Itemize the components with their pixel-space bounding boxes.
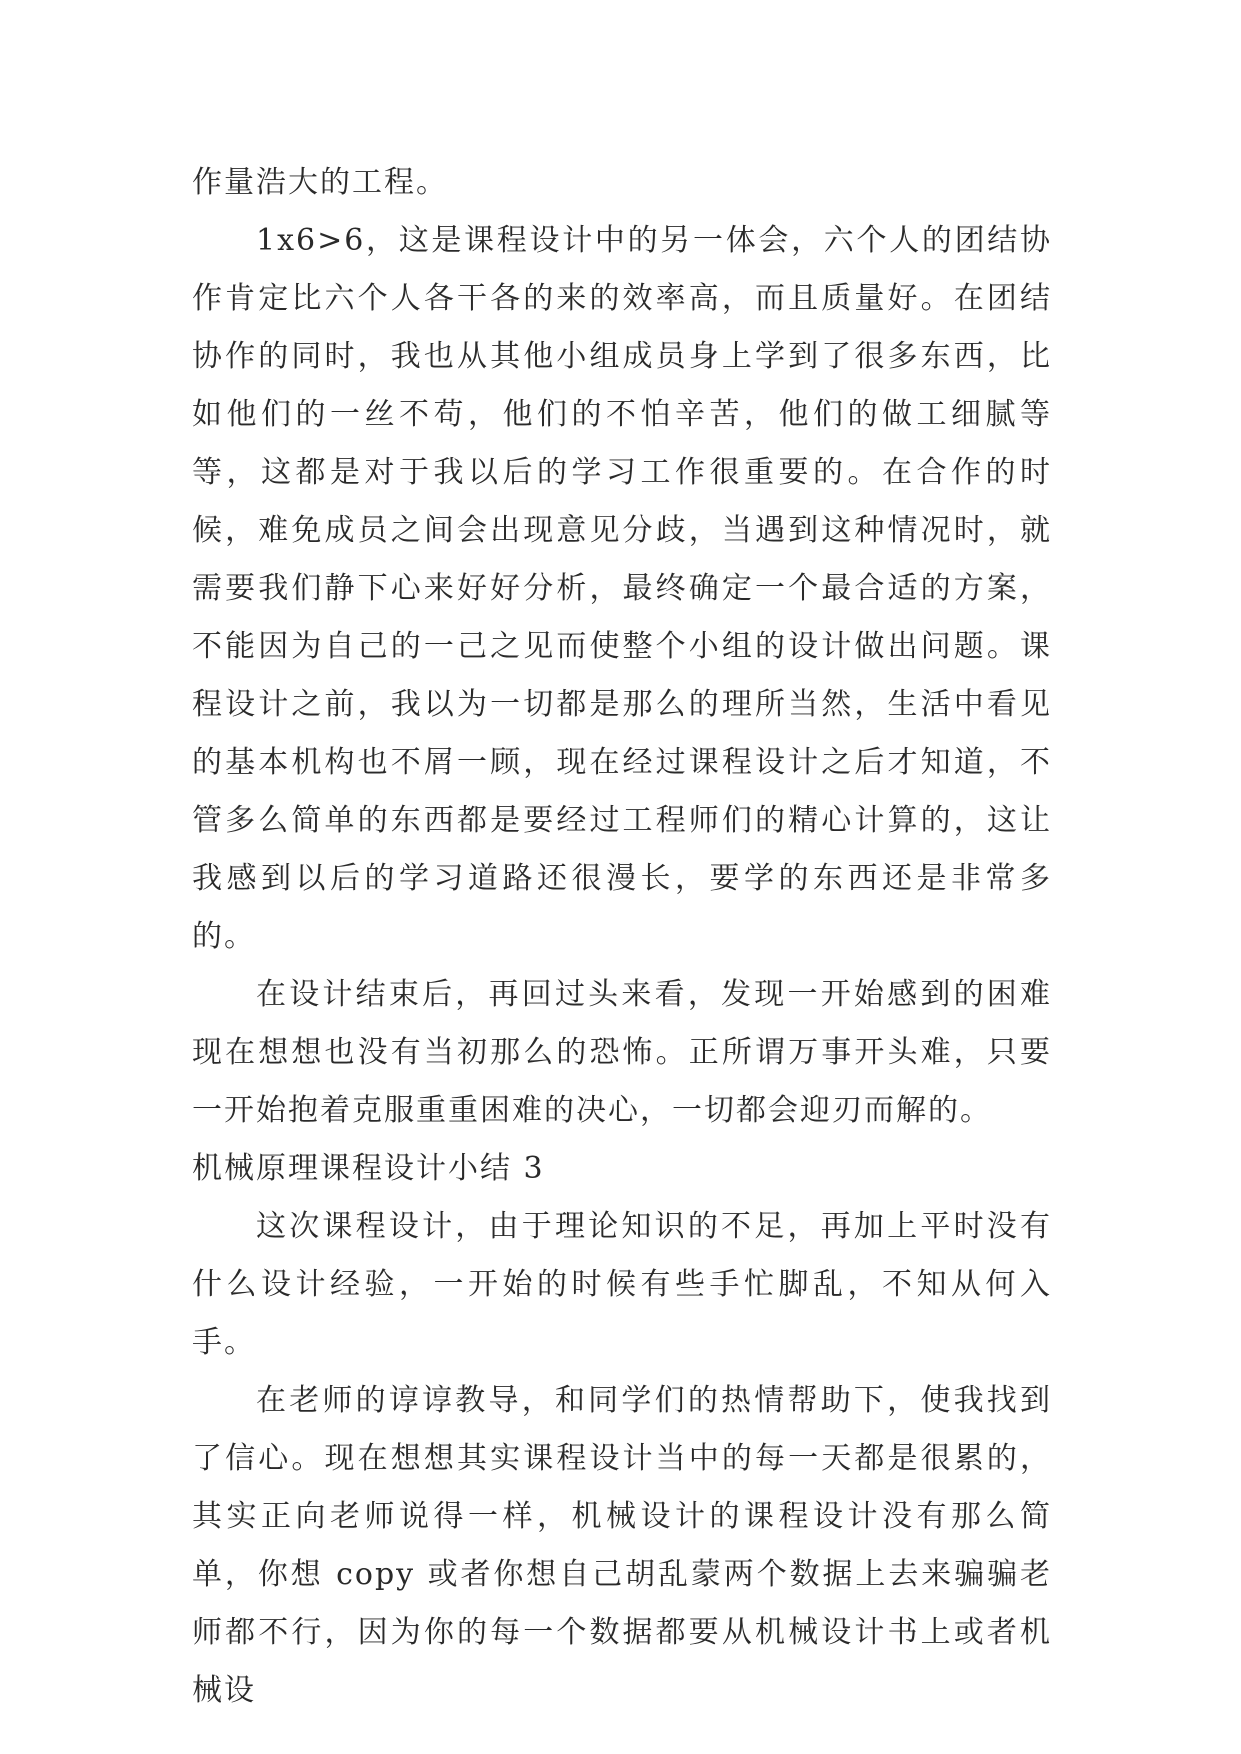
paragraph-continuation: 作量浩大的工程。 <box>192 165 448 200</box>
paragraph-teacher-guidance: 在老师的谆谆教导，和同学们的热情帮助下，使我找到了信心。现在想想其实课程设计当中的每一天都是很累的，其实正向老师说得一样，机械设计的课程设计没有那么简单，你想 copy 或者你想自己胡乱蒙两个数据上去来骗骗老师都不行，因为你的每一个数据都要从机械设计书上或者机械设 <box>192 1383 1052 1708</box>
paragraph-reflection: 在设计结束后，再回过头来看，发现一开始感到的困难现在想想也没有当初那么的恐怖。正所谓万事开头难，只要一开始抱着克服重重困难的决心，一切都会迎刃而解的。 <box>192 977 1052 1128</box>
paragraph-teamwork: 1x6>6，这是课程设计中的另一体会，六个人的团结协作肯定比六个人各干各的来的效率高，而且质量好。在团结协作的同时，我也从其他小组成员身上学到了很多东西，比如他们的一丝不苟，他们的不怕辛苦，他们的做工细腻等等，这都是对于我以后的学习工作很重要的。在合作的时候，难免成员之间会出现意见分歧，当遇到这种情况时，就需要我们静下心来好好分析，最终确定一个最合适的方案，不能因为自己的一己之见而使整个小组的设计做出问题。课程设计之前，我以为一切都是那么的理所当然，生活中看见的基本机构也不屑一顾，现在经过课程设计之后才知道，不管多么简单的东西都是要经过工程师们的精心计算的，这让我感到以后的学习道路还很漫长，要学的东西还是非常多的。 <box>192 223 1052 954</box>
document-body <box>192 154 1052 1720</box>
section-heading: 机械原理课程设计小结 3 <box>192 1151 545 1186</box>
paragraph-intro: 这次课程设计，由于理论知识的不足，再加上平时没有什么设计经验，一开始的时候有些手忙脚乱，不知从何入手。 <box>192 1209 1052 1360</box>
